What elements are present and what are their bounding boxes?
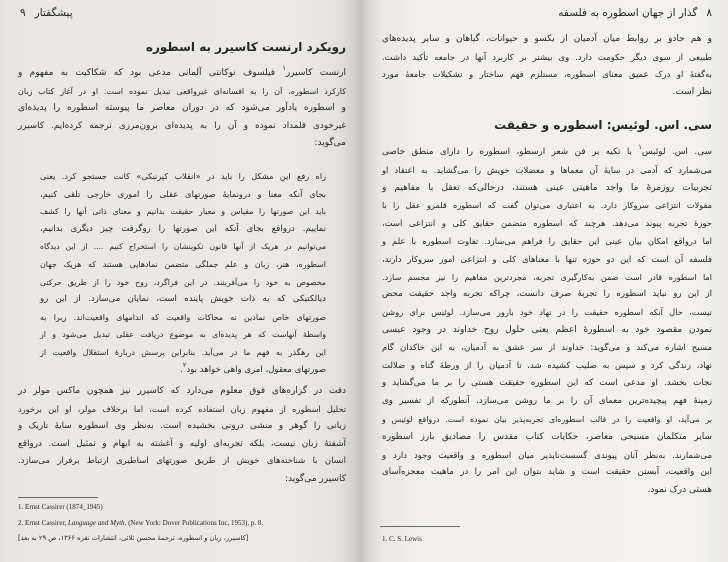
section-heading: رویکرد ارنست کاسیرر به اسطوره <box>145 40 346 54</box>
running-head-title: گذار از جهان اسطوره به فلسفه <box>558 7 698 19</box>
right-para2-line: نجات بخشد. او مدعی است که این اسطوره حقیقت هستی را بر ما می‌گشاید و <box>382 378 712 389</box>
running-head-title: پیشگفتار <box>34 7 73 19</box>
right-page <box>364 0 728 562</box>
left-quote-line: دیالکتیکی که به ذات خویش پاینده است، نمایان می‌سازد. از این رو <box>40 294 326 305</box>
right-para1-line: به‌گفتهٔ او درک عمیق معنای اسطوره، مستلزم فهم ساختار و تشکیلات جامعهٔ مورد <box>382 69 712 80</box>
footnote-marker: ۱ <box>638 143 642 151</box>
right-para2-line: می‌شمارد که آدمی در سایهٔ آن معماها و معضلات خویش را می‌گشاید. به اعتقاد او <box>382 164 712 175</box>
left-quote-line: واسطهٔ آنهاست که هر پدیده‌ای به موضوع دریافت عقلی تبدیل می‌شود و از <box>40 330 326 340</box>
left-quote-line <box>40 362 326 380</box>
line-text: فیلسوف نوکانتی آلمانی مدعی بود که شکاکیت به مفهوم و <box>18 68 283 78</box>
left-para1-line <box>18 65 346 83</box>
right-para2-line: نهاد، زندگی کرد و سپس به صلیب کشیده شد، تا آدمیان را از ورطهٔ گناه و ضلالت <box>382 360 712 371</box>
right-para2-line: بر می‌آید، او واقعیت را در قالب اسطوره‌ای تجربه‌پذیر بیان نموده است. درواقع لوئیس و <box>382 414 712 424</box>
right-para2-line: فلسفه آن است که این دو حوزه تنها با معناهای کلی و انتزاعی امور سروکار دارند، <box>382 253 712 264</box>
right-para1-line: و هم جادو بر روابط میان آدمیان از یکسو و حیوانات، گیاهان و سایر پدیده‌های <box>382 34 712 44</box>
left-quote-line: مخصوص به خود را می‌آفرینند. در این فراگرد، روح خود را از طریق حرکتی <box>40 277 326 287</box>
right-para2-line: از این رو نباید اسطوره را تجربهٔ صرف دانست، چراکه تجربه واجد حقیقت محض <box>382 289 712 300</box>
footnote-1: 1. C. S. Lewis <box>382 535 422 543</box>
right-para2-line: می‌شمارند. به‌نظر آنان پیوندی گسست‌ناپذیر میان اسطوره و واقعیت وجود دارد و <box>382 449 712 460</box>
left-quote-line: راه رفع این مشکل را باید در «انقلاب کپرنیکی» کانت جستجو کرد. یعنی <box>40 171 326 181</box>
left-para2-line: تحلیل اسطوره از مفهوم زبان استفاده کرده است، اما برخلاف مولر، او این برخورد <box>18 403 346 414</box>
footnote-2 <box>18 516 346 532</box>
left-quote-line: این رهگذر به فهم ما در می‌آید. بنابراین پرسش دربارهٔ استقلال واقعیت از <box>40 347 326 357</box>
left-quote-line: می‌توانیم در هریک از آنها قانون تکوینشان را استخراج کنیم .... از این دیدگاه <box>40 242 326 252</box>
right-para2-line: زمینهٔ فهم پیچیده‌ترین معمای آن را بر ما روشن می‌سازد. آنطورکه از تفسیر وی <box>382 396 712 407</box>
section-heading: سی. اس. لوئیس: اسطوره و حقیقت <box>494 118 712 132</box>
footnote-1: 1. Ernst Cassirer (1874_1945) <box>18 503 103 511</box>
right-para1-line: طبیعی از سوی دیگر حکومت دارد. وی بیشتر بر کاربرد آنها در جامعه تأکید داشت. <box>382 51 712 62</box>
right-para2-line: اما اسطوره قادر است ضمن به‌کارگیری تجربه، مجردترین مفاهیم را نیز مجسم سازد. <box>382 272 712 282</box>
left-para1-line: می‌گوید: <box>314 138 346 149</box>
right-para2-line: مسیح اشاره می‌کند و می‌گوید: خداوند از سر عشق به آدمیان، به این خاکدان گام <box>382 342 712 353</box>
footnote-marker: ۲ <box>182 360 187 369</box>
right-para2 <box>382 144 712 500</box>
page-number: ۸ <box>706 7 712 19</box>
left-footnotes <box>18 500 346 547</box>
left-para2-line: انسان با شناخته‌های خویش از طریق صورتهای اساطیری ارتباط برقرار می‌سازد. <box>18 456 346 467</box>
right-para2-line: نمودن مقصود خود به اسطورهٔ اعظم یعنی حلول روح خداوند در وجود عیسی <box>382 324 712 335</box>
right-para2-line: سایر متکلمان مسیحی معاصر، حکایات کتاب مقدس را مصادیق بارز اسطوره <box>382 431 712 442</box>
footnote-rule <box>18 497 98 498</box>
left-para1 <box>18 65 346 153</box>
page-number: ۹ <box>20 7 26 19</box>
left-quote-line: باید این صورتها را مقیاس و معیار حقیقت بدانیم و معنای ذاتی آنها را کشف <box>40 207 326 217</box>
right-para2-line <box>382 144 712 162</box>
right-running-head <box>558 5 712 21</box>
left-para1-line: و اسطوره یادآور می‌شود که در دوران معاصر ما پیوسته اسطوره را پدیده‌ای <box>18 103 346 114</box>
left-quote-line: صورتهای خاص نمادین نه محاکات واقعیت که اندامهای واقعیت‌اند. زیرا به <box>40 312 326 322</box>
left-running-head <box>20 5 73 21</box>
right-para2-line: اما درواقع امکان بیان عینی این حقایق را فراهم می‌سازد. تفاوت اسطوره با علم و <box>382 235 712 246</box>
right-para1-line: نظر است. <box>672 86 712 97</box>
right-para2-line: مقولات انتزاعی سروکار دارد. به اعتباری می‌توان گفت که اسطوره قلمرو عقل را با <box>382 200 712 211</box>
line-text: سی. اس. لوئیس <box>641 147 713 157</box>
left-para2-line: آشفتهٔ زبان نیست، بلکه تجربه‌ای اولیه و آغشته به ابهام و تمثیل است. درواقع <box>18 438 346 449</box>
right-para2-line: حوزهٔ تجربه پیوند می‌دهد. هرچند که اسطوره متضمن حقایق کلی و انتزاعی است، <box>382 218 712 229</box>
right-para1 <box>382 31 712 101</box>
right-footnotes <box>382 532 712 548</box>
left-para1-line: غیرخودی قلمداد نموده و آن را به پدیده‌ای برون‌مرزی ترجمه کرده‌ایم. کاسیرر <box>18 120 346 131</box>
footnote-2-text-end: , (New York: Dover Publications Inc, 1953), p. 8. <box>124 518 264 527</box>
left-quote-line: اسطوره، هنر، زبان و علم جملگی متضمن نمادهایی هستند که هریک جهان <box>40 259 326 269</box>
footnote-2-persian: [کاسیرر، زبان و اسطوره، ترجمهٔ محسن ثلاثی، انتشارات نقره ۱۳۶۶، ص ۲۹ به بعد] <box>18 534 249 542</box>
line-text: . <box>180 364 183 375</box>
footnote-rule <box>380 526 460 527</box>
left-quote-line: بجای آنکه معنا و درونمایهٔ صورتهای عقلی را اموری خارجی تلقی کنیم، <box>40 188 326 199</box>
left-para2-line: کاسیرر می‌گوید: <box>285 473 346 484</box>
left-para1-line: کارکرد اسطوره، آن را به افسانه‌ای غیرواقعی تبدیل نموده است. او در آغاز کتاب زبان <box>18 86 346 96</box>
left-quote <box>40 168 326 379</box>
line-text: صورتهای معقول، امری واهی خواهد بود <box>186 364 326 375</box>
right-para2-line: هستی درک نمود. <box>647 485 712 496</box>
line-text: با تکیه بر فن شعر ارسطو، اسطوره را دارای منطق خاصی <box>382 147 639 157</box>
left-para2-line: زبانی را گوهر و منشی درونی بخشیده است. به‌نظر وی اسطوره سایهٔ تاریک و <box>18 421 346 432</box>
left-quote-line: نماییم. درواقع بجای آنکه این صورتها را روگرفت چیز دیگری بدانیم، <box>40 223 326 234</box>
left-para2 <box>18 383 346 489</box>
footnote-2-book-title: Language and Myth <box>67 518 125 527</box>
left-para2-line: دقت در گزاره‌های فوق معلوم می‌دارد که کاسیرر نیز همچون ماکس مولر در <box>18 386 346 396</box>
right-para2-line: تجربیات روزمرهٔ ما واجد ماهیتی عینی هستند، درحالی‌که تعقل با مفاهیم و <box>382 182 712 193</box>
line-text: ارنست کاسیرر <box>285 68 346 78</box>
footnote-marker: ۱ <box>282 64 286 72</box>
right-para2-line: نیست، حال آنکه اسطوره حقیقت را در نهاد خود بارور می‌سازد. لوئیس برای روشن <box>382 307 712 318</box>
footnote-2-text: 2. Ernst Cassirer, <box>18 518 68 527</box>
right-para2-line: این واقعیت، آبستن حقیقت است و شاید بتوان این امر را در ماهیت معجزه‌آسای <box>382 467 712 478</box>
